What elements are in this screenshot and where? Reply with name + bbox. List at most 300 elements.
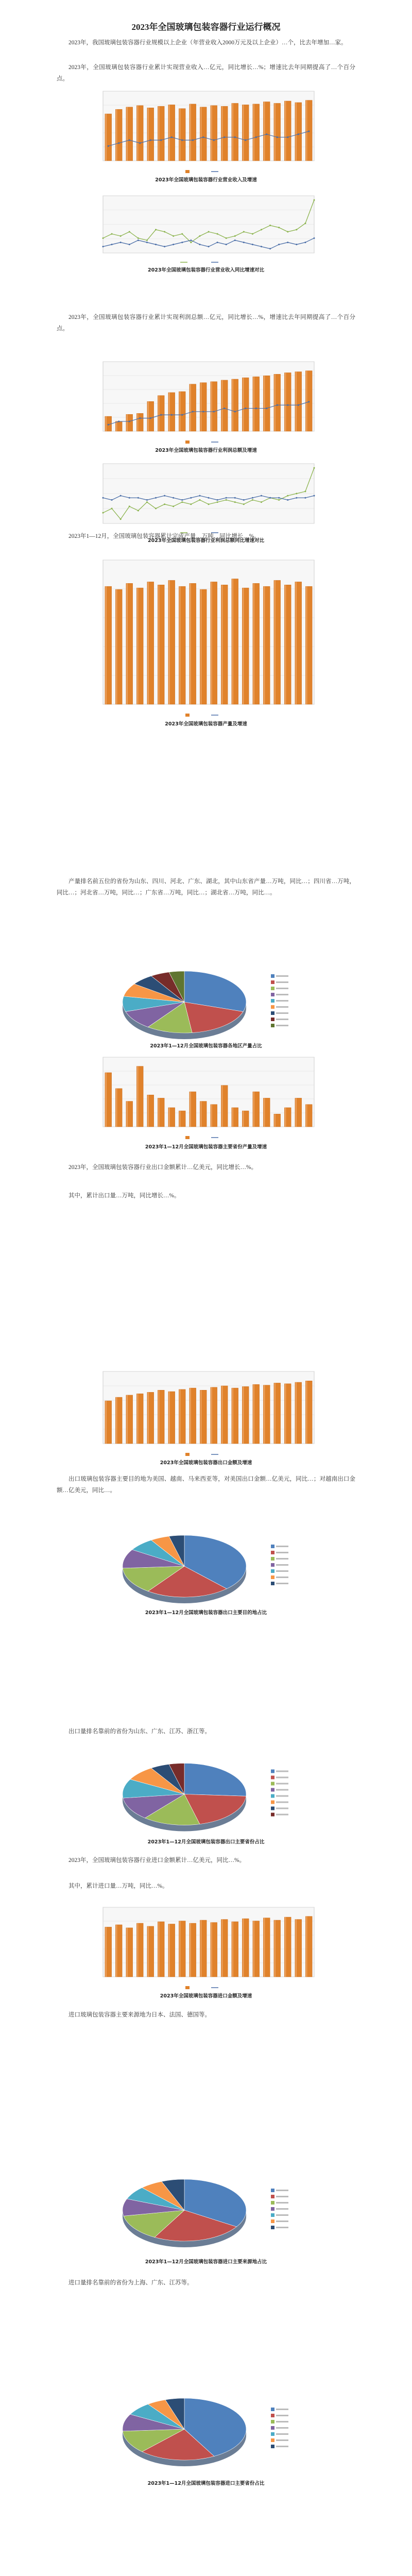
bar-highlight xyxy=(116,421,117,431)
legend-swatch xyxy=(271,1807,274,1810)
series-point xyxy=(234,497,236,499)
chart-export-title: 2023年全国玻璃包装容器出口金额及增速 xyxy=(160,1460,252,1466)
bar-highlight xyxy=(211,1105,212,1127)
bar-highlight xyxy=(158,396,159,431)
chart-revenue xyxy=(88,85,324,183)
bar-highlight xyxy=(106,114,107,161)
legend-swatch xyxy=(271,980,274,984)
chart-export-destinations-svg xyxy=(98,1525,314,1607)
bar-highlight xyxy=(306,586,307,704)
growth-point xyxy=(192,411,194,412)
series-point xyxy=(102,238,104,239)
bar-highlight xyxy=(106,1401,107,1444)
chart-export-provinces xyxy=(98,1752,314,1847)
growth-point xyxy=(139,417,141,419)
chart-import-sources xyxy=(98,2164,314,2267)
bar-highlight xyxy=(243,1386,244,1444)
bar-highlight xyxy=(116,109,117,161)
plot-area xyxy=(103,1057,314,1127)
legend-swatch xyxy=(271,987,274,990)
series-point xyxy=(296,493,297,495)
bar-highlight xyxy=(285,1384,286,1444)
series-point xyxy=(226,499,227,501)
chart-import xyxy=(88,1901,324,1999)
legend-swatch xyxy=(271,2420,274,2424)
paragraph-export-destinations: 出口玻璃包装容器主要目的地为美国、越南、马来西亚等，对美国出口金额…亿美元，同比…；对越南出口金额…亿美元，同比…。 xyxy=(57,1476,355,1494)
series-point xyxy=(190,503,192,505)
series-point xyxy=(208,231,210,232)
bar-highlight xyxy=(200,1920,201,1977)
chart-import-provinces-svg xyxy=(98,2380,314,2478)
bar-highlight xyxy=(148,1095,149,1127)
legend-swatch xyxy=(271,2207,274,2211)
series-point xyxy=(173,244,174,245)
series-point xyxy=(278,227,280,228)
legend-swatch xyxy=(271,1782,274,1786)
growth-point xyxy=(192,139,194,141)
legend-swatch xyxy=(271,2213,274,2217)
series-point xyxy=(164,246,165,247)
chart-profit-growth-title: 2023年全国玻璃包装容器行业利润总额同比增速对比 xyxy=(148,538,264,544)
bar-highlight xyxy=(116,589,117,704)
bar-highlight xyxy=(253,583,254,704)
series-point xyxy=(120,495,122,497)
bar-highlight xyxy=(264,586,265,704)
paragraph-output: 2023年1—12月，全国玻璃包装容器累计完成产量…万吨，同比增长…%。 xyxy=(68,533,260,539)
growth-point xyxy=(277,404,278,406)
legend-entry xyxy=(276,2202,288,2204)
bar-highlight xyxy=(179,392,180,431)
bar-highlight xyxy=(306,100,307,161)
legend-swatch xyxy=(271,2408,274,2411)
bar-highlight xyxy=(306,371,307,431)
legend-swatch xyxy=(271,2426,274,2430)
legend-entry xyxy=(276,2409,288,2410)
legend-entry xyxy=(276,1019,288,1020)
bar-highlight xyxy=(221,106,222,161)
bar-highlight xyxy=(253,1092,254,1127)
bar-highlight xyxy=(148,1392,149,1444)
legend-entry xyxy=(276,1012,288,1014)
bar-highlight xyxy=(264,1385,265,1444)
series-point xyxy=(269,225,271,226)
series-point xyxy=(269,248,271,249)
bar-highlight xyxy=(127,1101,128,1127)
legend-swatch xyxy=(271,1776,274,1780)
bar-highlight xyxy=(106,586,107,704)
chart-revenue-growth xyxy=(88,191,324,273)
bar-highlight xyxy=(232,1388,233,1444)
bar-highlight xyxy=(285,101,286,161)
bar-highlight xyxy=(116,1089,117,1127)
growth-point xyxy=(118,420,119,422)
series-point xyxy=(226,244,227,245)
bar-highlight xyxy=(253,104,254,161)
legend-swatch xyxy=(271,1575,274,1579)
series-point xyxy=(138,238,139,239)
chart-profit-growth-svg xyxy=(88,459,324,536)
chart-province-output xyxy=(88,1051,324,1149)
bar-highlight xyxy=(106,416,107,431)
bar-highlight xyxy=(296,372,297,431)
bar-highlight xyxy=(264,1098,265,1127)
legend-entry xyxy=(276,2196,288,2197)
growth-point xyxy=(213,411,215,412)
bar-highlight xyxy=(127,1395,128,1444)
growth-point xyxy=(224,137,225,138)
chart-export-provinces-title: 2023年1—12月全国玻璃包装容器出口主要省份占比 xyxy=(147,1839,265,1845)
series-point xyxy=(190,240,192,241)
legend-swatch xyxy=(271,1551,274,1554)
growth-point xyxy=(108,145,109,147)
series-point xyxy=(243,242,245,243)
legend-swatch xyxy=(271,993,274,996)
legend-swatch xyxy=(271,1018,274,1021)
series-point xyxy=(226,238,227,239)
series-point xyxy=(155,497,157,499)
paragraph-import-sources: 进口玻璃包装容器主要来源地为日本、法国、德国等。 xyxy=(68,2012,211,2018)
growth-point xyxy=(129,139,130,141)
bar-highlight xyxy=(274,374,276,431)
legend-entry xyxy=(276,1802,288,1803)
legend-entry xyxy=(276,2214,288,2216)
growth-point xyxy=(234,137,236,138)
legend-swatch xyxy=(271,2445,274,2448)
bar-highlight xyxy=(253,377,254,431)
bar-highlight xyxy=(200,383,201,431)
chart-revenue-growth-svg xyxy=(88,191,324,265)
series-point xyxy=(217,242,218,243)
growth-point xyxy=(308,401,310,402)
chart-revenue-growth-title: 2023年全国玻璃包装容器行业营业收入同比增速对比 xyxy=(148,267,264,273)
growth-point xyxy=(298,133,299,135)
growth-point xyxy=(181,139,183,141)
legend-bar-swatch xyxy=(185,714,190,717)
legend-swatch xyxy=(271,974,274,978)
series-point xyxy=(181,242,183,243)
series-point xyxy=(278,497,280,499)
chart-output xyxy=(88,554,324,729)
bar-highlight xyxy=(211,582,212,704)
series-point xyxy=(120,242,122,243)
series-point xyxy=(278,499,280,501)
series-point xyxy=(252,233,253,235)
bar-highlight xyxy=(296,103,297,161)
growth-point xyxy=(139,142,141,144)
series-point xyxy=(155,508,157,510)
legend-swatch xyxy=(271,1557,274,1561)
paragraph-export-provinces: 出口量排名靠前的省份为山东、广东、江苏、浙江等。 xyxy=(68,1728,211,1735)
bar-highlight xyxy=(127,583,128,704)
legend-swatch xyxy=(271,2219,274,2223)
chart-province-output-svg xyxy=(88,1051,324,1141)
legend-entry xyxy=(276,2433,288,2435)
legend-swatch xyxy=(271,1011,274,1015)
legend-entry xyxy=(276,1583,288,1584)
bar-highlight xyxy=(274,1920,276,1977)
series-point xyxy=(278,244,280,245)
series-point xyxy=(243,231,245,232)
series-point xyxy=(304,497,306,499)
bar-highlight xyxy=(211,1387,212,1444)
chart-output-svg xyxy=(88,554,324,719)
series-point xyxy=(234,501,236,503)
legend-bar-swatch xyxy=(185,1136,190,1139)
legend-entry xyxy=(276,1771,288,1772)
bar-highlight xyxy=(264,376,265,431)
bar-highlight xyxy=(179,109,180,161)
chart-import-svg xyxy=(88,1901,324,1991)
legend-swatch xyxy=(271,1582,274,1585)
bar-highlight xyxy=(211,1922,212,1977)
bar-highlight xyxy=(285,585,286,704)
series-point xyxy=(252,244,253,245)
growth-point xyxy=(118,142,119,144)
paragraph-enterprises: 2023年，我国玻璃包装容器行业规模以上企业（年营业收入2000万元及以上企业）…个，比去年增加…家。 xyxy=(68,40,347,46)
chart-import-provinces xyxy=(98,2380,314,2488)
series-point xyxy=(138,497,139,499)
series-point xyxy=(155,229,157,230)
series-point xyxy=(217,501,218,503)
chart-export-destinations xyxy=(98,1525,314,1618)
growth-point xyxy=(255,137,257,138)
plot-area xyxy=(103,362,314,431)
chart-province-output-title: 2023年1—12月全国玻璃包装容器主要省份产量及增速 xyxy=(145,1144,267,1150)
series-point xyxy=(173,235,174,237)
bar-highlight xyxy=(137,588,138,704)
legend-entry xyxy=(276,2227,288,2228)
growth-point xyxy=(255,408,257,409)
series-point xyxy=(173,497,174,499)
chart-revenue-title: 2023年全国玻璃包装容器行业营业收入及增速 xyxy=(155,177,257,183)
legend-entry xyxy=(276,988,288,989)
legend-swatch xyxy=(271,999,274,1003)
legend-bar-swatch xyxy=(185,1986,190,1989)
series-point xyxy=(146,242,148,243)
bar-highlight xyxy=(253,1921,254,1977)
bar-highlight xyxy=(179,1389,180,1444)
chart-region-share xyxy=(98,963,314,1051)
paragraph-provinces: 产量排名前五位的省份为山东、四川、河北、广东、湖北，其中山东省产量…万吨，同比…；四川省…万吨，同比…；河北省…万吨，同比…；广东省…万吨，同比…；湖北省…万吨，同比…。 xyxy=(57,878,355,896)
growth-point xyxy=(160,414,162,416)
bar-highlight xyxy=(190,384,191,431)
bar-highlight xyxy=(190,583,191,704)
bar-highlight xyxy=(106,1073,107,1127)
bar-highlight xyxy=(243,378,244,431)
legend-swatch xyxy=(271,2189,274,2192)
legend-swatch xyxy=(271,1024,274,1027)
bar-highlight xyxy=(221,1920,222,1977)
legend-entry xyxy=(276,1789,288,1791)
bar-highlight xyxy=(221,1386,222,1444)
bar-highlight xyxy=(169,393,170,431)
series-point xyxy=(164,503,165,505)
paragraph-import-volume: 其中，累计进口量…万吨，同比…%。 xyxy=(68,1883,168,1889)
series-point xyxy=(138,240,139,241)
legend-swatch xyxy=(271,1794,274,1798)
growth-point xyxy=(150,417,151,419)
bar-highlight xyxy=(243,1111,244,1127)
bar-highlight xyxy=(200,1101,201,1127)
series-point xyxy=(314,467,315,469)
series-point xyxy=(111,233,113,235)
growth-point xyxy=(277,137,278,138)
bar-highlight xyxy=(179,1111,180,1127)
paragraph-import: 2023年，全国玻璃包装容器行业进口金额累计…亿美元，同比…%。 xyxy=(68,1857,246,1863)
series-point xyxy=(269,497,271,499)
legend-swatch xyxy=(271,2195,274,2198)
legend-entry xyxy=(276,2190,288,2191)
legend-swatch xyxy=(271,1563,274,1567)
bar-highlight xyxy=(232,579,233,704)
chart-profit-title: 2023年全国玻璃包装容器行业利润总额及增速 xyxy=(155,448,257,453)
plot-area xyxy=(103,91,314,161)
chart-output-title: 2023年全国玻璃包装容器产量及增速 xyxy=(165,721,247,727)
series-point xyxy=(304,490,306,492)
series-point xyxy=(261,229,262,230)
legend-entry xyxy=(276,2427,288,2429)
growth-point xyxy=(150,139,151,141)
chart-import-sources-title: 2023年1—12月全国玻璃包装容器进口主要来源地占比 xyxy=(145,2259,267,2265)
series-point xyxy=(314,199,315,201)
series-point xyxy=(181,501,183,503)
chart-revenue-svg xyxy=(88,85,324,175)
bar-highlight xyxy=(232,103,233,161)
bar-highlight xyxy=(106,1927,107,1977)
series-point xyxy=(261,246,262,247)
chart-profit xyxy=(88,355,324,453)
series-point xyxy=(287,231,288,232)
bar-highlight xyxy=(264,102,265,161)
bar-highlight xyxy=(221,380,222,431)
legend-entry xyxy=(276,1814,288,1816)
legend-entry xyxy=(276,1808,288,1809)
bar-highlight xyxy=(148,1926,149,1977)
bar-highlight xyxy=(137,1394,138,1444)
bar-highlight xyxy=(169,580,170,704)
legend-swatch xyxy=(271,1788,274,1792)
page-title: 2023年全国玻璃包装容器行业运行概况 xyxy=(131,22,281,32)
bar-highlight xyxy=(243,105,244,161)
bar-highlight xyxy=(190,104,191,161)
chart-export-svg xyxy=(88,1365,324,1458)
series-point xyxy=(138,510,139,512)
bar-highlight xyxy=(158,585,159,704)
bar-highlight xyxy=(200,589,201,704)
series-point xyxy=(243,499,245,501)
series-point xyxy=(199,235,200,237)
legend-bar-swatch xyxy=(185,1453,190,1456)
chart-export-provinces-svg xyxy=(98,1752,314,1837)
series-point xyxy=(199,244,200,245)
bar-highlight xyxy=(116,1397,117,1444)
series-point xyxy=(146,240,148,241)
series-point xyxy=(155,244,157,245)
plot-area xyxy=(103,560,314,704)
growth-point xyxy=(234,411,236,412)
bar-highlight xyxy=(190,1388,191,1444)
legend-swatch xyxy=(271,1005,274,1009)
plot-area xyxy=(103,1371,314,1444)
pie-slice xyxy=(184,1764,246,1797)
legend-entry xyxy=(276,1558,288,1560)
bar-highlight xyxy=(127,414,128,431)
bar-highlight xyxy=(190,1923,191,1977)
series-point xyxy=(173,505,174,507)
legend-bar-swatch xyxy=(185,440,190,444)
bar-highlight xyxy=(137,413,138,431)
bar-highlight xyxy=(137,1923,138,1977)
growth-point xyxy=(266,408,267,409)
bar-highlight xyxy=(127,1928,128,1977)
bar-highlight xyxy=(137,1066,138,1127)
legend-entry xyxy=(276,1564,288,1566)
series-point xyxy=(146,499,148,501)
growth-point xyxy=(108,424,109,426)
bar-highlight xyxy=(116,1925,117,1977)
bar-highlight xyxy=(296,1098,297,1127)
series-point xyxy=(217,499,218,501)
series-point xyxy=(314,495,315,497)
series-point xyxy=(217,233,218,235)
bar-highlight xyxy=(243,588,244,704)
bar-highlight xyxy=(127,107,128,161)
paragraph-profit: 2023年，全国玻璃包装容器行业累计实现利润总额…亿元，同比增长…%，增速比去年同期提高了…个百分点。 xyxy=(57,314,355,332)
series-point xyxy=(208,503,210,505)
series-point xyxy=(261,495,262,497)
bar-highlight xyxy=(243,1919,244,1977)
chart-import-provinces-title: 2023年1—12月全国玻璃包装容器进口主要省份占比 xyxy=(147,2481,265,2486)
series-point xyxy=(287,495,288,497)
series-point xyxy=(296,497,297,499)
series-point xyxy=(252,499,253,501)
series-point xyxy=(296,229,297,230)
legend-entry xyxy=(276,2446,288,2447)
series-point xyxy=(190,242,192,243)
series-point xyxy=(111,244,113,245)
legend-entry xyxy=(276,1006,288,1008)
bar-highlight xyxy=(148,108,149,161)
legend-entry xyxy=(276,1552,288,1553)
growth-point xyxy=(181,414,183,416)
series-point xyxy=(129,231,130,232)
growth-point xyxy=(171,137,173,138)
chart-region-share-title: 2023年1—12月全国玻璃包装容器各地区产量占比 xyxy=(150,1043,262,1049)
legend-swatch xyxy=(271,1569,274,1573)
bar-highlight xyxy=(158,1098,159,1127)
paragraph-revenue: 2023年，全国玻璃包装容器行业累计实现营业收入…亿元，同比增长…%；增速比去年同期提高了…个百分点。 xyxy=(57,64,355,82)
bar-highlight xyxy=(158,1390,159,1444)
series-point xyxy=(102,497,104,499)
legend-entry xyxy=(276,2439,288,2441)
growth-point xyxy=(266,133,267,135)
paragraph-export-volume: 其中，累计出口量…万吨，同比增长…%。 xyxy=(68,1193,180,1199)
bar-highlight xyxy=(264,1918,265,1977)
bar-highlight xyxy=(274,103,276,161)
series-point xyxy=(190,497,192,499)
series-point xyxy=(199,499,200,501)
bar-highlight xyxy=(211,382,212,431)
growth-point xyxy=(202,411,204,412)
growth-point xyxy=(224,408,225,409)
legend-entry xyxy=(276,1783,288,1785)
bar-highlight xyxy=(169,1108,170,1127)
series-point xyxy=(199,495,200,497)
bar-highlight xyxy=(169,105,170,161)
legend-entry xyxy=(276,1570,288,1572)
series-point xyxy=(129,505,130,507)
chart-export-destinations-title: 2023年1—12月全国玻璃包装容器出口主要目的地占比 xyxy=(145,1610,267,1616)
